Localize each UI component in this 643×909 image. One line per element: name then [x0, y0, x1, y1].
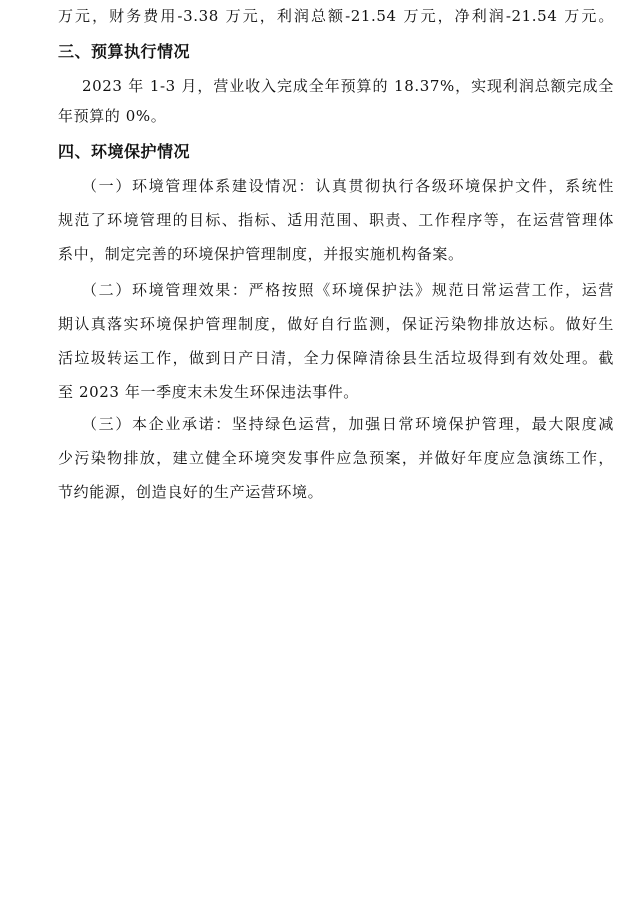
env-item-1-line-3: 系中，制定完善的环境保护管理制度，并报实施机构备案。 — [58, 245, 464, 263]
section-4-heading: 四、环境保护情况 — [58, 142, 191, 161]
env-item-2-line-2: 期认真落实环境保护管理制度，做好自行监测，保证污染物排放达标。做好生 — [58, 315, 614, 333]
env-item-2-line-4: 至 2023 年一季度末未发生环保违法事件。 — [58, 383, 359, 401]
env-item-3-line-3: 节约能源，创造良好的生产运营环境。 — [58, 483, 324, 501]
env-item-3-line-2: 少污染物排放，建立健全环境突发事件应急预案，并做好年度应急演练工作， — [58, 449, 614, 467]
env-item-2-line-1: （二）环境管理效果：严格按照《环境保护法》规范日常运营工作，运营 — [82, 281, 614, 299]
budget-paragraph-line-1: 2023 年 1-3 月，营业收入完成全年预算的 18.37%，实现利润总额完成全 — [82, 77, 614, 95]
env-item-3-line-1: （三）本企业承诺：坚持绿色运营，加强日常环境保护管理，最大限度减 — [82, 415, 614, 433]
financial-summary-line: 万元，财务费用-3.38 万元，利润总额-21.54 万元，净利润-21.54 万元。 — [58, 7, 614, 25]
env-item-1-line-2: 规范了环境管理的目标、指标、适用范围、职责、工作程序等，在运营管理体 — [58, 211, 614, 229]
env-item-2-line-3: 活垃圾转运工作，做到日产日清，全力保障清徐县生活垃圾得到有效处理。截 — [58, 349, 614, 367]
section-3-heading: 三、预算执行情况 — [58, 42, 191, 61]
budget-paragraph-line-2: 年预算的 0%。 — [58, 107, 167, 125]
env-item-1-line-1: （一）环境管理体系建设情况：认真贯彻执行各级环境保护文件，系统性 — [82, 177, 614, 195]
